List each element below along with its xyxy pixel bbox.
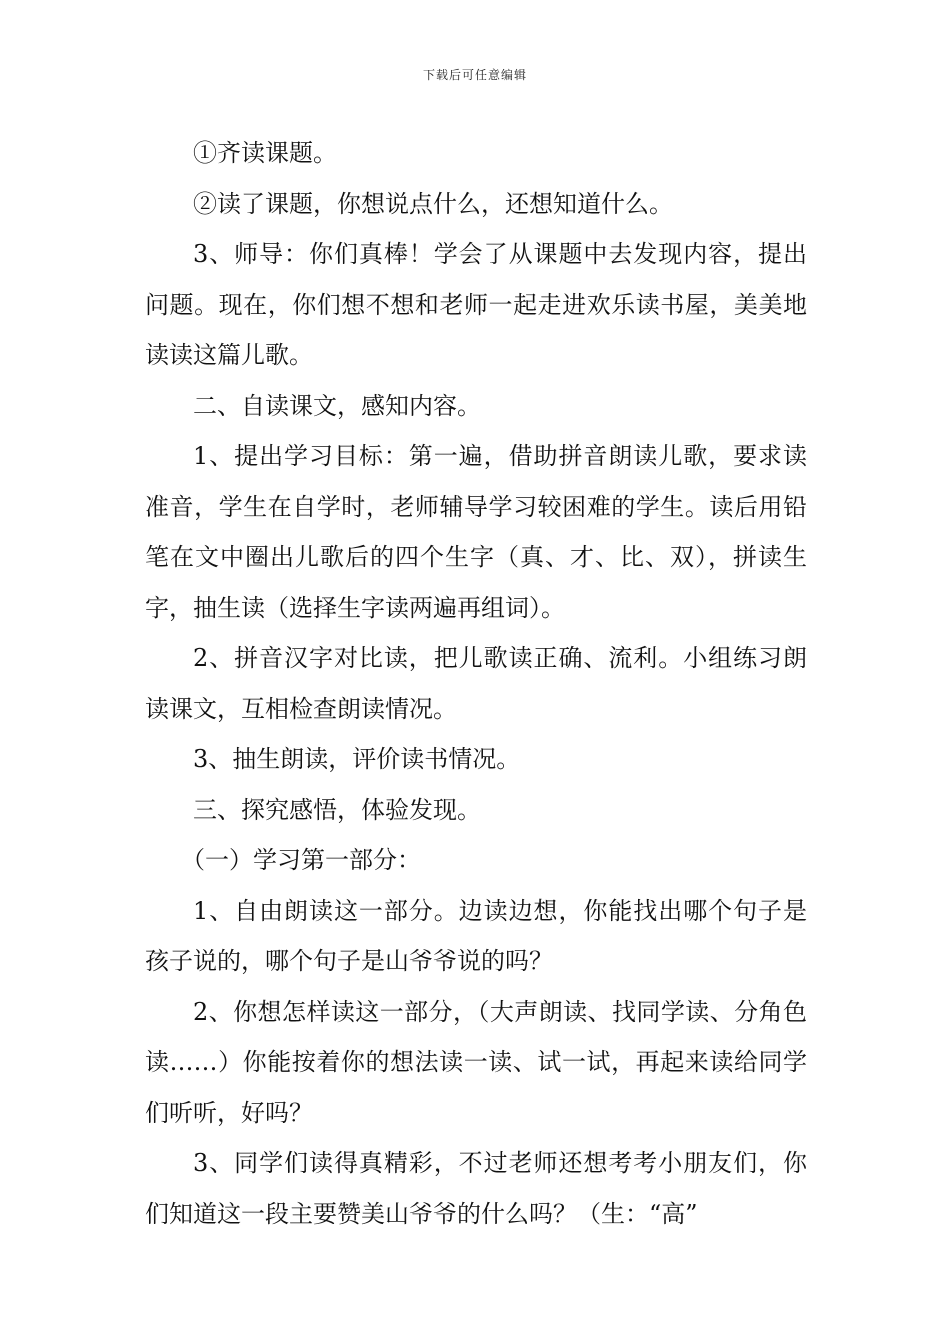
subsection-heading-part-one: （一）学习第一部分： xyxy=(181,846,421,874)
paragraph-teacher-guide: 3、师导：你们真棒！学会了从课题中去发现内容，提出问题。现在，你们想不想和老师一起走进欢乐读书屋，美美地读读这篇儿歌。 xyxy=(145,240,807,369)
paragraph-after-title: ②读了课题，你想说点什么，还想知道什么。 xyxy=(193,189,673,218)
paragraph-read-title: ①齐读课题。 xyxy=(193,139,337,167)
paragraph-compare-read: 2、拼音汉字对比读，把儿歌读正确、流利。小组练习朗读课文，互相检查朗读情况。 xyxy=(145,644,807,723)
paragraph-learning-goals: 1、提出学习目标：第一遍，借助拼音朗读儿歌，要求读准音，学生在自学时，老师辅导学习较困难的学生。读后用铅笔在文中圈出儿歌后的四个生字（真、才、比、双），拼读生字，抽生读（选择生字读两遍再组词）。 xyxy=(145,442,807,622)
document-body xyxy=(145,128,807,1239)
paragraph-free-reading: 1、自由朗读这一部分。边读边想，你能找出哪个句子是孩子说的，哪个句子是山爷爷说的吗？ xyxy=(145,896,807,975)
paragraph-praise-question: 3、同学们读得真精彩，不过老师还想考考小朋友们，你们知道这一段主要赞美山爷爷的什么吗？（生：“高” xyxy=(145,1149,807,1228)
section-heading-self-read: 二、自读课文，感知内容。 xyxy=(193,391,481,420)
paragraph-how-to-read: 2、你想怎样读这一部分，（大声朗读、找同学读、分角色读……）你能按着你的想法读一读、试一试，再起来读给同学们听听，好吗？ xyxy=(145,997,807,1127)
paragraph-spot-reading: 3、抽生朗读，评价读书情况。 xyxy=(193,745,521,773)
page-header: 下载后可任意编辑 xyxy=(422,68,527,82)
section-heading-explore: 三、探究感悟，体验发现。 xyxy=(193,795,481,824)
